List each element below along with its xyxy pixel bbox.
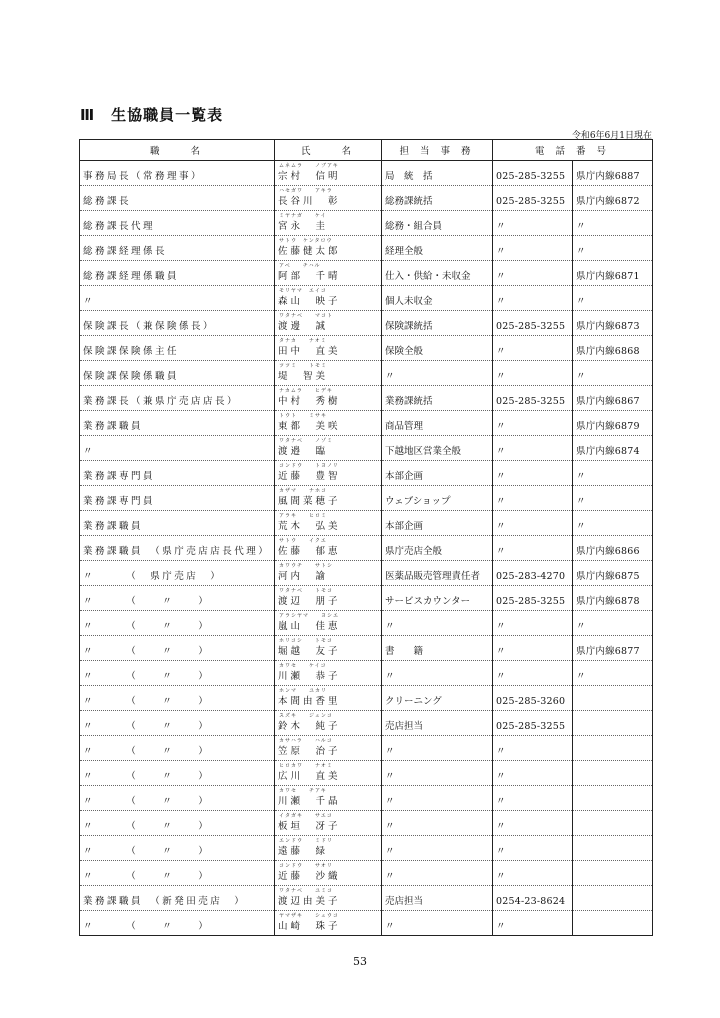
cell-phone: 025-285-3255: [493, 586, 573, 611]
cell-name: [275, 711, 382, 736]
table-row: [80, 386, 653, 411]
name-furigana: ヒロカワ ナオミ: [279, 763, 333, 769]
cell-phone: 〃: [493, 336, 573, 361]
cell-extension: [573, 711, 653, 736]
name-text: 近藤 沙織: [278, 871, 341, 882]
cell-phone: 025-285-3255: [493, 386, 573, 411]
cell-phone: 〃: [493, 786, 573, 811]
name-text: 近藤 豊智: [278, 471, 341, 482]
name-furigana: ミヤナガ ケイ: [279, 213, 327, 219]
name-text: 宗村 信明: [278, 171, 341, 182]
cell-name: [275, 586, 382, 611]
cell-duty: 商品管理: [382, 411, 493, 436]
table-row: [80, 786, 653, 811]
cell-duty: 〃: [382, 361, 493, 386]
name-furigana: アラシヤマ ヨシエ: [279, 613, 340, 619]
name-text: 鈴木 純子: [278, 721, 341, 732]
table-row: [80, 886, 653, 911]
cell-post: 業務課職員 （県庁売店店長代理）: [80, 536, 275, 561]
table-row: [80, 536, 653, 561]
table-row: [80, 586, 653, 611]
cell-post: 保険課保険係職員: [80, 361, 275, 386]
cell-post: 〃 （ 〃 ）: [80, 661, 275, 686]
cell-name: [275, 786, 382, 811]
cell-phone: 0254-23-8624: [493, 886, 573, 911]
name-furigana: ナカムラ ヒデキ: [279, 388, 333, 394]
cell-duty: 売店担当: [382, 886, 493, 911]
name-furigana: ムネムラ ノブアキ: [279, 163, 339, 169]
cell-post: 事務局長（常務理事）: [80, 161, 275, 186]
cell-duty: 総務・組合員: [382, 211, 493, 236]
name-furigana: アベ チハル: [279, 263, 321, 269]
name-text: 堀越 友子: [278, 646, 341, 657]
cell-name: [275, 761, 382, 786]
cell-post: 総務課経理係職員: [80, 261, 275, 286]
cell-phone: 〃: [493, 811, 573, 836]
cell-post: 〃 （ 〃 ）: [80, 761, 275, 786]
name-text: 佐藤健太郎: [278, 246, 341, 257]
cell-duty: 〃: [382, 786, 493, 811]
cell-phone: 〃: [493, 436, 573, 461]
cell-name: [275, 636, 382, 661]
cell-extension: 〃: [573, 361, 653, 386]
cell-phone: 025-285-3260: [493, 686, 573, 711]
cell-name: [275, 511, 382, 536]
cell-name: [275, 686, 382, 711]
cell-duty: 総務課統括: [382, 186, 493, 211]
cell-duty: 保険課統括: [382, 311, 493, 336]
cell-name: [275, 161, 382, 186]
staff-table: [79, 139, 653, 936]
name-text: 長谷川 彰: [278, 196, 341, 207]
cell-name: [275, 261, 382, 286]
cell-extension: 県庁内線6875: [573, 561, 653, 586]
cell-duty: 保険全般: [382, 336, 493, 361]
cell-post: 〃 （ 〃 ）: [80, 811, 275, 836]
cell-extension: [573, 911, 653, 936]
name-text: 森山 映子: [278, 296, 341, 307]
cell-phone: 025-285-3255: [493, 161, 573, 186]
cell-phone: 〃: [493, 211, 573, 236]
name-text: 佐藤 郁恵: [278, 546, 341, 557]
name-text: 山崎 珠子: [278, 921, 341, 932]
cell-duty: 〃: [382, 661, 493, 686]
table-row: [80, 836, 653, 861]
cell-name: [275, 236, 382, 261]
cell-extension: 県庁内線6871: [573, 261, 653, 286]
cell-name: [275, 186, 382, 211]
cell-name: [275, 361, 382, 386]
name-furigana: ワタナベ ユミコ: [279, 888, 333, 894]
cell-duty: 〃: [382, 761, 493, 786]
cell-name: [275, 911, 382, 936]
name-furigana: イタガキ サエコ: [279, 813, 333, 819]
cell-post: 〃 （ 〃 ）: [80, 836, 275, 861]
cell-post: 総務課長代理: [80, 211, 275, 236]
staff-table-body: [80, 161, 653, 936]
cell-phone: 025-285-3255: [493, 186, 573, 211]
cell-extension: 〃: [573, 286, 653, 311]
cell-post: 〃 （ 〃 ）: [80, 611, 275, 636]
cell-duty: 〃: [382, 611, 493, 636]
as-of-date: 令和6年6月1日現在: [571, 131, 652, 141]
table-row: [80, 861, 653, 886]
cell-phone: 〃: [493, 861, 573, 886]
table-row: [80, 311, 653, 336]
name-text: 河内 諭: [278, 571, 329, 582]
cell-name: [275, 561, 382, 586]
cell-post: 保険課保険係主任: [80, 336, 275, 361]
cell-duty: クリーニング: [382, 686, 493, 711]
cell-duty: 書 籍: [382, 636, 493, 661]
table-row: [80, 511, 653, 536]
cell-phone: 025-285-3255: [493, 311, 573, 336]
name-text: 板垣 冴子: [278, 821, 341, 832]
name-text: 風間菜穂子: [278, 496, 341, 507]
cell-extension: 〃: [573, 461, 653, 486]
cell-extension: 県庁内線6887: [573, 161, 653, 186]
name-text: 遠藤 緑: [278, 846, 329, 857]
header-duty: 担 当 事 務: [382, 140, 493, 161]
cell-phone: 〃: [493, 511, 573, 536]
table-row: [80, 736, 653, 761]
name-furigana: ホンマ ユカリ: [279, 688, 328, 694]
cell-duty: 下越地区営業全般: [382, 436, 493, 461]
cell-name: [275, 311, 382, 336]
cell-name: [275, 411, 382, 436]
cell-duty: 業務課統括: [382, 386, 493, 411]
cell-phone: 〃: [493, 361, 573, 386]
cell-extension: 〃: [573, 661, 653, 686]
name-text: 堤 智美: [278, 371, 329, 382]
cell-extension: 〃: [573, 486, 653, 511]
cell-name: [275, 386, 382, 411]
document-title: Ⅲ 生協職員一覧表: [80, 106, 224, 124]
cell-phone: 〃: [493, 911, 573, 936]
name-text: 中村 秀樹: [278, 396, 341, 407]
cell-phone: 〃: [493, 536, 573, 561]
name-furigana: カワウチ サトシ: [279, 563, 334, 569]
cell-extension: 県庁内線6873: [573, 311, 653, 336]
cell-extension: 県庁内線6879: [573, 411, 653, 436]
cell-post: 業務課専門員: [80, 486, 275, 511]
table-row: [80, 661, 653, 686]
cell-duty: 本部企画: [382, 511, 493, 536]
cell-phone: 〃: [493, 761, 573, 786]
cell-post: 〃 （ 〃 ）: [80, 786, 275, 811]
cell-duty: 〃: [382, 836, 493, 861]
header-phone: 電 話 番 号: [493, 140, 653, 161]
cell-duty: 仕入・供給・未収金: [382, 261, 493, 286]
table-row: [80, 486, 653, 511]
name-text: 渡辺 朋子: [278, 596, 341, 607]
cell-name: [275, 661, 382, 686]
cell-extension: 県庁内線6872: [573, 186, 653, 211]
table-row: [80, 286, 653, 311]
header-post: 職 名: [80, 140, 275, 161]
cell-extension: [573, 886, 653, 911]
cell-phone: 025-283-4270: [493, 561, 573, 586]
cell-extension: [573, 836, 653, 861]
name-furigana: サトウ イクエ: [279, 538, 327, 544]
name-furigana: スズキ ジュンコ: [279, 713, 333, 719]
cell-post: 業務課長（兼県庁売店店長）: [80, 386, 275, 411]
name-furigana: カワセ チアキ: [279, 788, 327, 794]
name-furigana: カザマ ナホコ: [279, 488, 328, 494]
cell-post: 業務課職員: [80, 511, 275, 536]
cell-duty: 〃: [382, 811, 493, 836]
cell-post: 〃 （ 〃 ）: [80, 736, 275, 761]
cell-extension: 県庁内線6866: [573, 536, 653, 561]
name-text: 阿部 千晴: [278, 271, 341, 282]
table-row: [80, 761, 653, 786]
table-row: [80, 611, 653, 636]
cell-post: 〃: [80, 436, 275, 461]
table-row: [80, 711, 653, 736]
name-text: 宮永 圭: [278, 221, 329, 232]
cell-duty: 経理全般: [382, 236, 493, 261]
name-text: 荒木 弘美: [278, 521, 341, 532]
cell-post: 総務課経理係長: [80, 236, 275, 261]
table-header-row: [80, 140, 653, 161]
table-row: [80, 161, 653, 186]
cell-phone: 〃: [493, 486, 573, 511]
cell-name: [275, 611, 382, 636]
table-row: [80, 211, 653, 236]
cell-name: [275, 886, 382, 911]
name-furigana: エンドウ ミドリ: [279, 838, 334, 844]
cell-post: 〃 （ 県庁売店 ）: [80, 561, 275, 586]
cell-extension: 県庁内線6867: [573, 386, 653, 411]
cell-duty: 〃: [382, 861, 493, 886]
cell-phone: 025-285-3255: [493, 711, 573, 736]
name-furigana: ワタナベ トモコ: [279, 588, 333, 594]
cell-name: [275, 286, 382, 311]
cell-extension: [573, 861, 653, 886]
page-number: 53: [353, 955, 367, 968]
cell-phone: 〃: [493, 286, 573, 311]
cell-name: [275, 461, 382, 486]
name-furigana: コンドウ トヨノリ: [279, 463, 339, 469]
cell-name: [275, 436, 382, 461]
table-row: [80, 561, 653, 586]
name-furigana: モリヤマ エイコ: [279, 288, 327, 294]
name-text: 東都 美咲: [278, 421, 341, 432]
cell-duty: 局 統 括: [382, 161, 493, 186]
table-row: [80, 361, 653, 386]
cell-name: [275, 336, 382, 361]
name-furigana: ヤマザキ シュウコ: [279, 913, 339, 919]
cell-duty: 医薬品販売管理責任者: [382, 561, 493, 586]
cell-extension: [573, 686, 653, 711]
name-text: 田中 直美: [278, 346, 341, 357]
cell-post: 〃 （ 〃 ）: [80, 711, 275, 736]
table-row: [80, 461, 653, 486]
cell-phone: 〃: [493, 836, 573, 861]
cell-post: 〃 （ 〃 ）: [80, 861, 275, 886]
cell-name: [275, 536, 382, 561]
name-text: 川瀬 千晶: [278, 796, 341, 807]
cell-extension: [573, 761, 653, 786]
table-row: [80, 811, 653, 836]
cell-duty: 個人未収金: [382, 286, 493, 311]
cell-extension: 〃: [573, 611, 653, 636]
cell-post: 業務課専門員: [80, 461, 275, 486]
name-furigana: コンドウ サオリ: [279, 863, 333, 869]
cell-post: 〃: [80, 286, 275, 311]
cell-phone: 〃: [493, 661, 573, 686]
name-furigana: タナカ ナオミ: [279, 338, 327, 344]
cell-extension: 〃: [573, 236, 653, 261]
name-furigana: カワセ ケイコ: [279, 663, 327, 669]
cell-extension: 県庁内線6874: [573, 436, 653, 461]
name-furigana: ツツミ トモミ: [279, 363, 328, 369]
name-text: 渡邊 誠: [278, 321, 329, 332]
name-furigana: ワタナベ ノゾミ: [279, 438, 333, 444]
cell-post: 業務課職員: [80, 411, 275, 436]
cell-extension: 県庁内線6877: [573, 636, 653, 661]
cell-phone: 〃: [493, 411, 573, 436]
table-row: [80, 436, 653, 461]
name-text: 渡辺由美子: [278, 896, 341, 907]
name-text: 本間由香里: [278, 696, 341, 707]
cell-post: 保険課長（兼保険係長）: [80, 311, 275, 336]
cell-duty: 〃: [382, 736, 493, 761]
cell-duty: 本部企画: [382, 461, 493, 486]
table-row: [80, 261, 653, 286]
table-row: [80, 236, 653, 261]
name-furigana: サトウ ケンタロウ: [279, 238, 333, 244]
name-furigana: トウト ミサキ: [279, 413, 328, 419]
cell-phone: 〃: [493, 736, 573, 761]
cell-phone: 〃: [493, 611, 573, 636]
name-text: 笠原 治子: [278, 746, 341, 757]
cell-post: 〃 （ 〃 ）: [80, 636, 275, 661]
cell-name: [275, 861, 382, 886]
cell-duty: ウェブショップ: [382, 486, 493, 511]
cell-duty: 県庁売店全般: [382, 536, 493, 561]
cell-name: [275, 211, 382, 236]
cell-duty: 〃: [382, 911, 493, 936]
cell-duty: サービスカウンター: [382, 586, 493, 611]
cell-extension: [573, 786, 653, 811]
table-row: [80, 336, 653, 361]
cell-phone: 〃: [493, 236, 573, 261]
cell-phone: 〃: [493, 636, 573, 661]
cell-phone: 〃: [493, 261, 573, 286]
name-furigana: ホリコシ トモコ: [279, 638, 333, 644]
table-row: [80, 411, 653, 436]
cell-post: 〃 （ 〃 ）: [80, 911, 275, 936]
name-furigana: ハセガワ アキラ: [279, 188, 333, 194]
cell-duty: 売店担当: [382, 711, 493, 736]
name-furigana: カサハラ ハルコ: [279, 738, 333, 744]
table-row: [80, 686, 653, 711]
name-text: 渡邉 臨: [278, 446, 329, 457]
cell-post: 総務課長: [80, 186, 275, 211]
cell-name: [275, 836, 382, 861]
name-text: 嵐山 佳恵: [278, 621, 341, 632]
cell-name: [275, 736, 382, 761]
table-row: [80, 911, 653, 936]
name-furigana: ワタナベ マコト: [279, 313, 333, 319]
cell-phone: 〃: [493, 461, 573, 486]
cell-name: [275, 486, 382, 511]
cell-extension: 県庁内線6868: [573, 336, 653, 361]
name-furigana: アラキ ヒロミ: [279, 513, 328, 519]
cell-post: 業務課職員 （新発田売店 ）: [80, 886, 275, 911]
name-text: 川瀬 恭子: [278, 671, 341, 682]
cell-name: [275, 811, 382, 836]
cell-post: 〃 （ 〃 ）: [80, 586, 275, 611]
cell-extension: 県庁内線6878: [573, 586, 653, 611]
cell-extension: [573, 736, 653, 761]
cell-extension: 〃: [573, 211, 653, 236]
cell-post: 〃 （ 〃 ）: [80, 686, 275, 711]
cell-extension: [573, 811, 653, 836]
cell-extension: 〃: [573, 511, 653, 536]
table-row: [80, 186, 653, 211]
header-name: 氏 名: [275, 140, 382, 161]
table-row: [80, 636, 653, 661]
name-text: 広川 直美: [278, 771, 341, 782]
